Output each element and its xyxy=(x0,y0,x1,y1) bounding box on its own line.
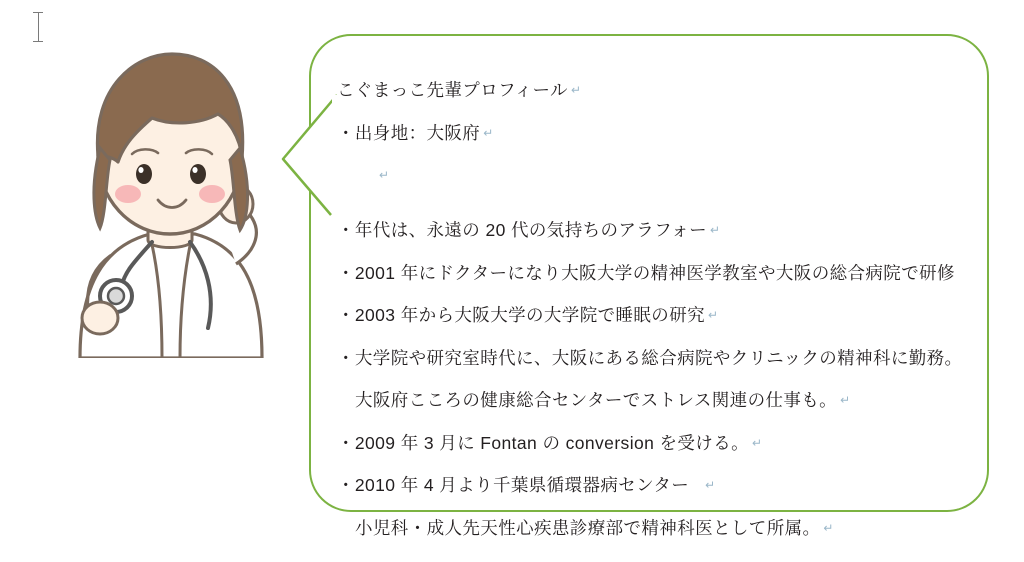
pilcrow-mark: ↵ xyxy=(840,393,851,407)
profile-line-8 xyxy=(337,432,967,453)
profile-line-1 xyxy=(337,122,967,143)
doctor-illustration xyxy=(40,28,290,358)
speech-balloon xyxy=(281,34,993,538)
profile-title-text: こぐまっこ先輩プロフィール xyxy=(337,80,568,100)
profile-line-9-text: ・2010 年 4 月より千葉県循環器病センター xyxy=(337,475,690,495)
profile-line-7-text: 大阪府こころの健康総合センターでストレス関連の仕事も。 xyxy=(355,390,838,410)
profile-line-4-text: ・2001 年にドクターになり大阪大学の精神医学教室や大阪の総合病院で研修 xyxy=(337,262,955,283)
pilcrow-mark: ↵ xyxy=(708,308,719,322)
profile-line-8-text: ・2009 年 3 月に Fontan の conversion を受ける。 xyxy=(337,432,750,453)
profile-line-10 xyxy=(337,517,967,538)
profile-text-block xyxy=(337,82,967,562)
profile-line-3-text: ・年代は、永遠の 20 代の気持ちのアラフォー xyxy=(337,220,708,240)
profile-line-1-text: ・出身地：大阪府 xyxy=(337,122,481,143)
pilcrow-mark: ↵ xyxy=(483,125,494,140)
margin-tick-vertical xyxy=(38,12,39,42)
profile-line-6 xyxy=(337,347,967,368)
profile-line-5-text: ・2003 年から大阪大学の大学院で睡眠の研究 xyxy=(337,305,705,325)
profile-line-6-text: ・大学院や研究室時代に、大阪にある総合病院やクリニックの精神科に勤務。 xyxy=(337,347,963,368)
profile-line-5 xyxy=(337,307,967,325)
profile-line-9 xyxy=(337,477,967,495)
pilcrow-mark: ↵ xyxy=(570,83,582,97)
profile-line-2 xyxy=(337,167,967,197)
profile-title xyxy=(337,82,967,100)
profile-line-3 xyxy=(337,222,967,240)
profile-line-10-text: 小児科・成人先天性心疾患診療部で精神科医として所属。 xyxy=(355,517,821,538)
pilcrow-mark: ↵ xyxy=(823,520,834,535)
pilcrow-mark: ↵ xyxy=(752,435,763,450)
profile-line-4 xyxy=(337,262,967,283)
profile-line-7 xyxy=(337,392,967,410)
balloon-tail-icon xyxy=(281,89,341,219)
pilcrow-mark: ↵ xyxy=(379,168,390,182)
pilcrow-mark: ↵ xyxy=(710,223,721,237)
pilcrow-mark: ↵ xyxy=(705,478,716,492)
